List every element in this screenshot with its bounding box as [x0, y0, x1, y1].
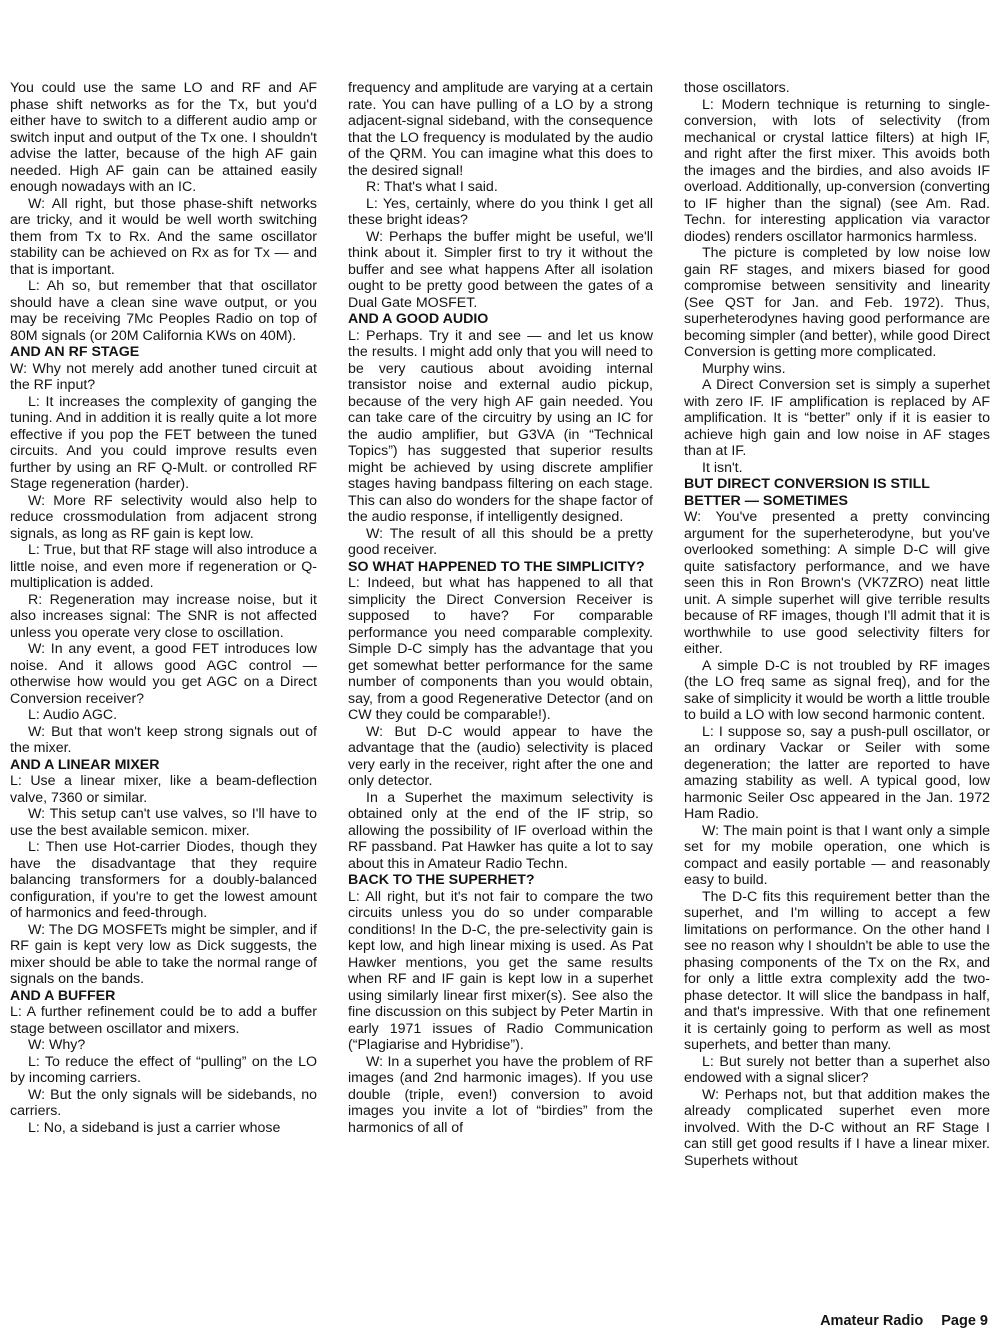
paragraph: W: Why not merely add another tuned circuit at the RF input? — [10, 360, 317, 393]
paragraph: W: The DG MOSFETs might be simpler, and if RF gain is kept very low as Dick suggests, the mixer should be able to take the normal range of signals on the bands. — [10, 921, 317, 987]
section-heading: AND A GOOD AUDIO — [348, 311, 489, 327]
paragraph: W: Why? — [28, 1037, 86, 1053]
section-heading: AND A LINEAR MIXER — [10, 756, 160, 773]
paragraph: You could use the same LO and RF and AF phase shift networks as for the Tx, but you'd either have to switch to a different audio amp or switch input and output of the Tx one. I shouldn't advise the latter, because of the high AF gain needed. High AF gain can be attained easily enough nowadays with an IC. — [10, 80, 317, 195]
paragraph: L: Indeed, but what has happened to all that simplicity the Direct Conversion Receiver is supposed to have? For comparable performance you need comparable complexity. Simple D-C simply has the advantage that you get somewhat better performance for the same number of components than you would obtain, say, from a good Regenerative Detector (and on CW they could be comparable!). — [348, 575, 653, 723]
column-2 — [348, 80, 653, 1310]
article-page — [10, 80, 990, 1310]
section-heading: SO WHAT HAPPENED TO THE SIMPLICITY? — [348, 558, 645, 575]
paragraph: W: Perhaps the buffer might be useful, we'll think about it. Simpler first to try it without the buffer and see what happens After all isolation ought to be pretty good between the gates of a Dual Gate MOSFET. — [348, 228, 653, 311]
paragraph: W: But that won't keep strong signals out of the mixer. — [10, 723, 317, 756]
paragraph: those oscillators. — [684, 80, 790, 96]
paragraph: L: Audio AGC. — [28, 707, 118, 723]
paragraph: L: All right, but it's not fair to compare the two circuits unless you do so under comparable conditions! In the D-C, the pre-selectivity gain is kept low, and high linear mixing is used. As Pat Hawker mentions, you get the same results when RF and IF gain is kept low in a superhet using similarly linear first mixer(s). See also the fine discussion on this subject by Peter Martin in early 1971 issues of Radio Communication (“Plagiarise and Hybridise”). — [348, 888, 653, 1053]
paragraph: W: In any event, a good FET introduces low noise. And it allows good AGC control — otherwise how would you get AGC on a Direct Conversion receiver? — [10, 641, 317, 707]
page-footer — [820, 1313, 988, 1329]
publication-name: Amateur Radio — [820, 1313, 924, 1329]
paragraph: L: True, but that RF stage will also introduce a little noise, and even more if regeneration or Q-multiplication is added. — [10, 542, 317, 591]
paragraph: W: The main point is that I want only a simple set for my mobile operation, one which is compact and easily portable — and reasonably easy to build. — [684, 822, 990, 888]
paragraph: L: Then use Hot-carrier Diodes, though they have the disadvantage that they require balancing transformers for a doubly-balanced configuration, if you're to get the lowest amount of harmonics and feed-through. — [10, 839, 317, 921]
paragraph: frequency and amplitude are varying at a certain rate. You can have pulling of a LO by a strong adjacent-signal sideband, with the consequence that the LO frequency is modulated by the audio of the QRM. You can imagine what this does to the desired signal! — [348, 80, 653, 179]
paragraph: It isn't. — [702, 459, 743, 476]
paragraph: A simple D-C is not troubled by RF images (the LO freq same as signal freq), and for the sake of simplicity it would be worth a little trouble to build a LO with low second harmonic content. — [684, 657, 990, 723]
paragraph: The picture is completed by low noise low gain RF stages, and mixers biased for good compromise between sensitivity and linearity (See QST for Jan. and Feb. 1972). Thus, superheterodynes having good performance are becoming simpler (and better), while good Direct Conversion is getting more complicated. — [684, 245, 990, 360]
section-heading: AND AN RF STAGE — [10, 344, 140, 360]
paragraph: W: The result of all this should be a pretty good receiver. — [348, 525, 653, 558]
paragraph: W: More RF selectivity would also help to reduce crossmodulation from adjacent strong signals, as long as RF gain is kept low. — [10, 492, 317, 542]
page-number: Page 9 — [941, 1313, 988, 1329]
paragraph: W: Perhaps not, but that addition makes the already complicated superhet even more involved. With the D-C without an RF Stage I can still get good results if I have a linear mixer. Superhets without — [684, 1086, 990, 1169]
paragraph: L: Yes, certainly, where do you think I get all these bright ideas? — [348, 195, 653, 228]
paragraph: L: I suppose so, say a push-pull oscillator, or an ordinary Vackar or Seiler with some degeneration; the latter are reported to have amazing stability as well. A typical good, low harmonic Seiler Osc appeared in the Jan. 1972 Ham Radio. — [684, 723, 990, 822]
section-heading: BACK TO THE SUPERHET? — [348, 872, 535, 888]
paragraph: L: No, a sideband is just a carrier whose — [28, 1119, 281, 1136]
column-3 — [684, 80, 990, 1310]
paragraph: R: That's what I said. — [366, 179, 498, 195]
paragraph: W: All right, but those phase-shift networks are tricky, and it would be well worth switching them from Tx to Rx. And the same oscillator stability can be achieved on Rx as for Tx — and that is important. — [10, 195, 317, 278]
paragraph: Murphy wins. — [702, 360, 786, 377]
paragraph: L: Use a linear mixer, like a beam-deflection valve, 7360 or similar. — [10, 773, 317, 806]
paragraph: L: A further refinement could be to add a buffer stage between oscillator and mixers. — [10, 1004, 317, 1037]
paragraph: L: Modern technique is returning to single-conversion, with lots of selectivity (from mechanical or crystal lattice filters) at high IF, and right after the first mixer. This avoids both the images and the birdies, and also avoids IF overload. Additionally, up-conversion (converting to IF higher than the signal) (see Am. Rad. Techn. for interesting application via varactor diodes) renders oscillator harmonics harmless. — [684, 96, 990, 245]
paragraph: A Direct Conversion set is simply a superhet with zero IF. IF amplification is replaced by AF amplification. It is “better” only if it is easier to achieve high gain and low noise in AF stages than at IF. — [684, 377, 990, 459]
paragraph: The D-C fits this requirement better than the superhet, and I'm willing to accept a few limitations on performance. On the other hand I see no reason why I shouldn't be able to use the phasing components of the Tx on the Rx, and for only a little extra complexity add the two-phase detector. It will slice the bandpass in half, and that's impressive. With that one refinement it is certainly going to perform as well as most superhets, and better than many. — [684, 888, 990, 1053]
column-1 — [10, 80, 317, 1310]
paragraph: R: Regeneration may increase noise, but it also increases signal: The SNR is not affected unless you operate very close to oscillation. — [10, 591, 317, 641]
paragraph: W: In a superhet you have the problem of RF images (and 2nd harmonic images). If you use double (triple, even!) conversion to avoid images you invite a lot of “birdies” from the harmonics of all of — [348, 1053, 653, 1136]
section-heading: BUT DIRECT CONVERSION IS STILL BETTER — SOMETIMES — [684, 476, 930, 509]
paragraph: L: To reduce the effect of “pulling” on the LO by incoming carriers. — [10, 1053, 317, 1086]
paragraph: W: But the only signals will be sidebands, no carriers. — [10, 1086, 317, 1119]
section-heading: AND A BUFFER — [10, 987, 116, 1004]
paragraph: L: It increases the complexity of ganging the tuning. And in addition it is really quite a lot more effective if you pop the FET between the tuned circuits. And you could improve results even further by using an RF Q-Mult. or controlled RF Stage regeneration (harder). — [10, 393, 317, 492]
paragraph: W: You've presented a pretty convincing argument for the superheterodyne, but you've overlooked something: A simple D-C will give quite satisfactory performance, and we have seen this in Ron Brown's (VK7ZRO) neat little unit. A simple superhet will give terrible results because of RF images, though I'll admit that it is worthwhile to use good selectivity filters for either. — [684, 509, 990, 657]
paragraph: W: But D-C would appear to have the advantage that the (audio) selectivity is placed very early in the receiver, right after the one and only detector. — [348, 723, 653, 789]
paragraph: L: Perhaps. Try it and see — and let us know the results. I might add only that you will need to be very cautious about avoiding internal transistor noise and external audio pickup, because of the very high AF gain needed. You can take care of the circuitry by using an IC for the audio amplifier, but G3VA (in “Technical Topics”) has suggested that superior results might be achieved by using discrete amplifier stages having bandpass filtering on each stage. This can also do wonders for the shape factor of the audio response, if intelligently designed. — [348, 327, 653, 525]
paragraph: In a Superhet the maximum selectivity is obtained only at the end of the IF strip, so allowing the possibility of IF overload within the RF passband. Pat Hawker has quite a lot to say about this in Amateur Radio Techn. — [348, 789, 653, 872]
paragraph: L: But surely not better than a superhet also endowed with a signal slicer? — [684, 1053, 990, 1086]
paragraph: W: This setup can't use valves, so I'll have to use the best available semicon. mixer. — [10, 806, 317, 839]
paragraph: L: Ah so, but remember that that oscillator should have a clean sine wave output, or you may be receiving 7Mc Peoples Radio on top of 80M signals (or 20M California KWs on 40M). — [10, 278, 317, 344]
